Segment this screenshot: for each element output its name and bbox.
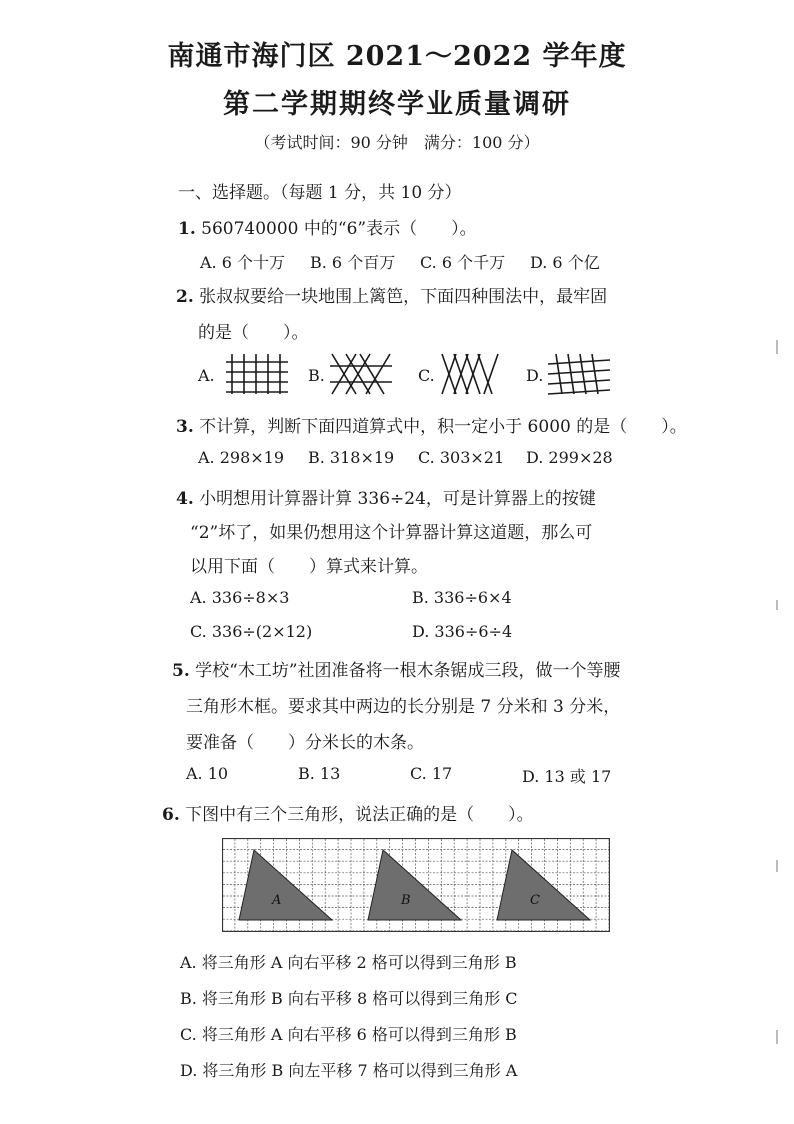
q1-option-c[interactable]: C. 6 个千万: [420, 253, 506, 272]
question-5: [172, 656, 621, 681]
scan-margin-mark: [776, 600, 778, 610]
q1-option-d[interactable]: D. 6 个亿: [530, 253, 600, 272]
q6-option-a[interactable]: A. 将三角形 A 向右平移 2 格可以得到三角形 B: [180, 953, 517, 972]
question-6: [162, 800, 534, 825]
q6-option-d[interactable]: D. 将三角形 B 向左平移 7 格可以得到三角形 A: [180, 1061, 518, 1080]
q4-option-d[interactable]: D. 336÷6÷4: [412, 622, 513, 641]
q3-option-c[interactable]: C. 303×21: [418, 448, 505, 467]
question-text: 张叔叔要给一块地围上篱笆，下面四种围法中，最牢固: [199, 287, 608, 307]
q2-option-d[interactable]: D.: [526, 366, 544, 385]
q3-option-a[interactable]: A. 298×19: [198, 448, 285, 467]
question-text: 不计算，判断下面四道算式中，积一定小于 6000 的是（ ）。: [199, 417, 687, 437]
section-heading: 一、选择题。（每题 1 分，共 10 分）: [178, 183, 462, 203]
question-text-continued: 以用下面（ ）算式来计算。: [190, 557, 428, 577]
question-text: 560740000 中的“6”表示（ ）。: [201, 219, 477, 239]
question-number: 3.: [176, 417, 194, 437]
q1-option-b[interactable]: B. 6 个百万: [310, 253, 396, 272]
q5-option-b[interactable]: B. 13: [298, 764, 341, 783]
question-text: 学校“木工坊”社团准备将一根木条锯成三段，做一个等腰: [195, 661, 621, 681]
question-number: 1.: [178, 219, 196, 239]
translation-grid-figure: [222, 838, 610, 932]
q1-option-a[interactable]: A. 6 个十万: [200, 253, 285, 272]
question-text-continued: 要准备（ ）分米长的木条。: [186, 733, 424, 753]
q2-option-b[interactable]: B.: [308, 366, 325, 385]
fence-slanted-figure: [546, 352, 612, 396]
fence-cross-figure: [328, 352, 394, 396]
question-1: [178, 214, 477, 239]
q3-option-d[interactable]: D. 299×28: [526, 448, 613, 467]
scan-margin-mark: [776, 340, 778, 354]
question-4: [176, 484, 596, 509]
scan-margin-mark: [776, 860, 778, 872]
question-3: [176, 412, 687, 437]
q6-option-c[interactable]: C. 将三角形 A 向右平移 6 格可以得到三角形 B: [180, 1025, 517, 1044]
triangle-a-label: A: [272, 893, 282, 908]
exam-title-line1: 南通市海门区 2021～2022 学年度: [167, 41, 627, 72]
question-text: 小明想用计算器计算 336÷24，可是计算器上的按键: [199, 489, 596, 509]
q4-option-c[interactable]: C. 336÷(2×12): [190, 622, 313, 641]
q2-option-c[interactable]: C.: [418, 366, 435, 385]
fence-grid-figure: [224, 352, 290, 396]
q3-option-b[interactable]: B. 318×19: [308, 448, 395, 467]
question-number: 5.: [172, 661, 190, 681]
question-text-continued: 三角形木框。要求其中两边的长分别是 7 分米和 3 分米，: [186, 697, 621, 717]
q2-option-a[interactable]: A.: [198, 366, 215, 385]
question-text-continued: 的是（ ）。: [198, 323, 309, 343]
question-number: 2.: [176, 287, 194, 307]
fence-zigzag-figure: [438, 352, 504, 396]
scan-margin-mark: [776, 1030, 778, 1044]
q5-option-c[interactable]: C. 17: [410, 764, 453, 783]
question-text: 下图中有三个三角形，说法正确的是（ ）。: [185, 805, 534, 825]
q4-option-b[interactable]: B. 336÷6×4: [412, 588, 512, 607]
exam-info: （考试时间：90 分钟 满分：100 分）: [254, 133, 540, 152]
question-number: 6.: [162, 805, 180, 825]
q4-option-a[interactable]: A. 336÷8×3: [190, 588, 290, 607]
exam-title-line2: 第二学期期终学业质量调研: [223, 89, 571, 120]
q5-option-d[interactable]: D. 13 或 17: [522, 767, 612, 786]
question-text-continued: “2”坏了，如果仍想用这个计算器计算这道题，那么可: [190, 523, 593, 543]
q5-option-a[interactable]: A. 10: [186, 764, 229, 783]
triangle-b-label: B: [401, 893, 411, 908]
triangle-c-label: C: [530, 893, 540, 908]
question-2: [176, 282, 607, 307]
question-number: 4.: [176, 489, 194, 509]
q6-option-b[interactable]: B. 将三角形 B 向右平移 8 格可以得到三角形 C: [180, 989, 518, 1008]
